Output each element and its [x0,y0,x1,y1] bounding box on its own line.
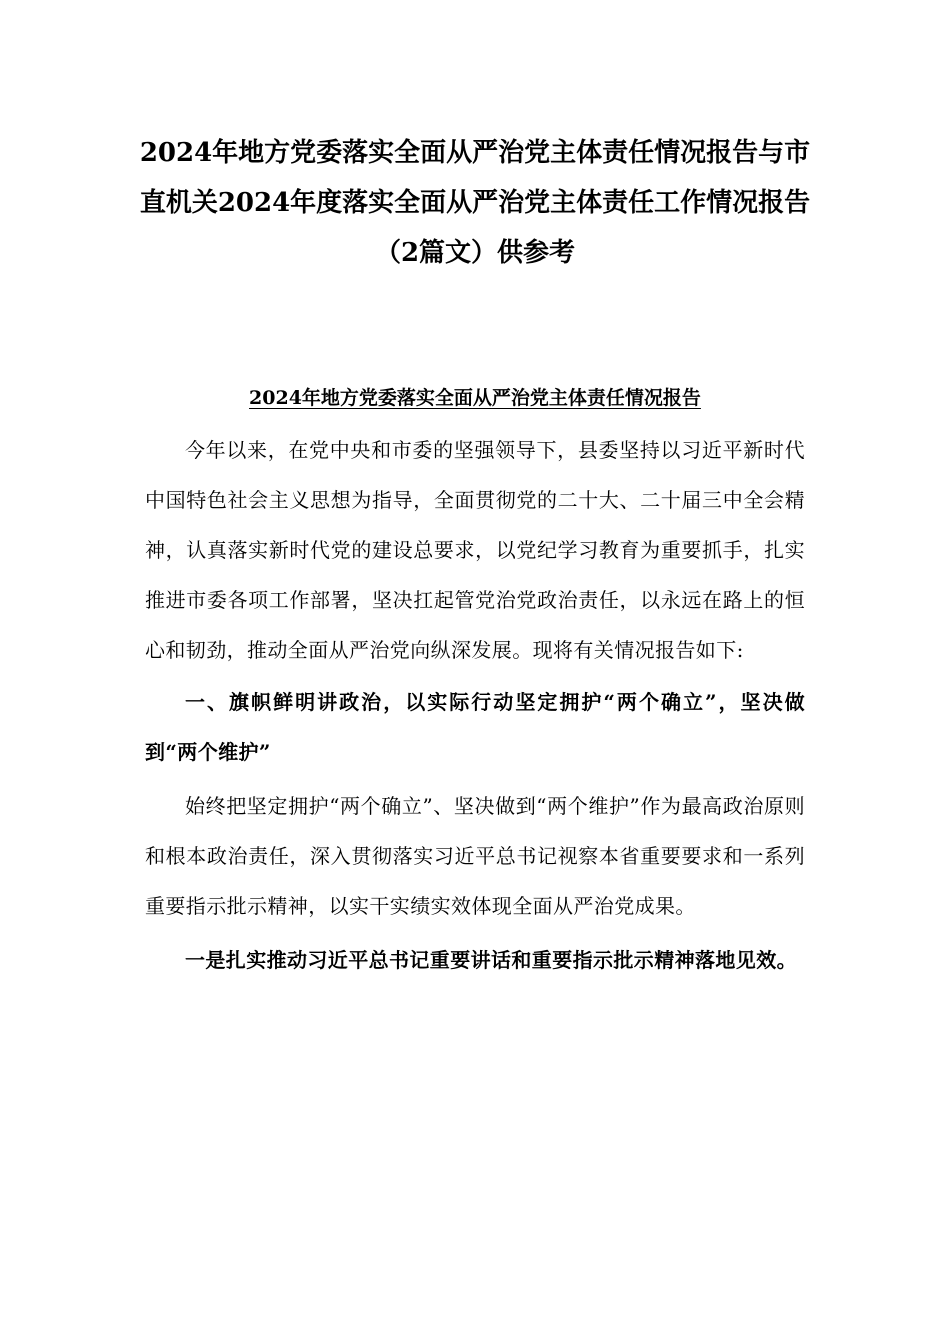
document-body [145,425,805,985]
document-title: 2024年地方党委落实全面从严治党主体责任情况报告与市直机关2024年度落实全面从严治党主体责任工作情况报告（2篇文）供参考 [139,138,811,268]
point-one-heading: 一是扎实推动习近平总书记重要讲话和重要指示批示精神落地见效。 [185,948,797,972]
section-one-paragraph: 始终把坚定拥护“两个确立”、坚决做到“两个维护”作为最高政治原则和根本政治责任，深入贯彻落实习近平总书记视察本省重要要求和一系列重要指示批示精神，以实干实绩实效体现全面从严治党成果。 [145,794,805,918]
intro-paragraph: 今年以来，在党中央和市委的坚强领导下，县委坚持以习近平新时代中国特色社会主义思想为指导，全面贯彻党的二十大、二十届三中全会精神，认真落实新时代党的建设总要求，以党纪学习教育为重要抓手，扎实推进市委各项工作部署，坚决扛起管党治党政治责任，以永远在路上的恒心和韧劲，推动全面从严治党向纵深发展。现将有关情况报告如下: [145,438,805,662]
heading-one: 一、旗帜鲜明讲政治，以实际行动坚定拥护“两个确立”，坚决做到“两个维护” [145,690,805,764]
section-title: 2024年地方党委落实全面从严治党主体责任情况报告 [249,387,701,409]
